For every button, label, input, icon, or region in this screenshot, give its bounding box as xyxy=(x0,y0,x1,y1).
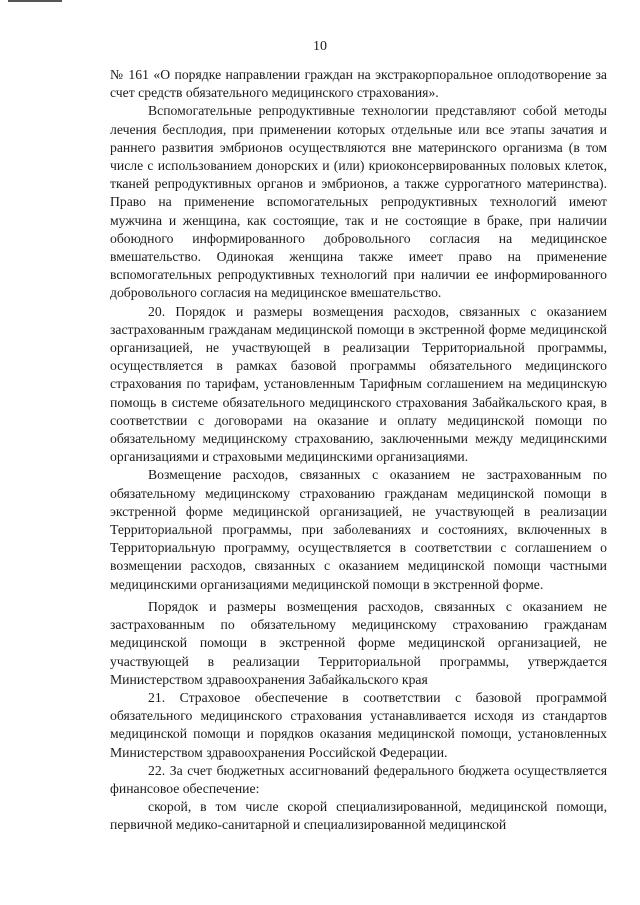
paragraph-reimbursement-procedure: Порядок и размеры возмещения расходов, связанных с оказанием не застрахованным по обязательному медицинскому страхованию гражданам медицинской помощи в экстренной форме медицинской организацией, не участвующей в реализации Территориальной программы, утверждается Министерством здравоохранения Забайкальского края xyxy=(110,598,607,687)
paragraph-uninsured-reimbursement: Возмещение расходов, связанных с оказанием не застрахованным по обязательному медицинскому страхованию гражданам медицинской помощи в экстренной форме медицинской организацией, не участвующей в реализации Территориальной программы, при заболеваниях и состояниях, включенных в Территориальную программу, осуществляется в соответствии с соглашением о возмещении расходов, связанных с оказанием медицинской помощи частными медицинскими организациями медицинской помощи в экстренной форме. xyxy=(110,467,607,592)
paragraph-item-21: 21. Страховое обеспечение в соответствии с базовой программой обязательного медицинского страхования устанавливается исходя из стандартов медицинской помощи и порядков оказания медицинской помощи, установленных Министерством здравоохранения Российской Федерации. xyxy=(110,689,607,760)
paragraph-reproductive-technologies: Вспомогательные репродуктивные технологии представляют собой методы лечения бесплодия, при применении которых отдельные или все этапы зачатия и раннего развития эмбрионов осуществляются вне материнского организма (в том числе с использованием донорских и (или) криоконсервированных половых клеток, тканей репродуктивных органов и эмбрионов, а также суррогатного материнства). Право на применение вспомогательных репродуктивных технологий имеют мужчина и женщина, как состоящие, так и не состоящие в браке, при наличии обоюдного информированного добровольного согласия на медицинское вмешательство. Одинокая женщина также имеет право на применение вспомогательных репродуктивных технологий при наличии ее информированного добровольного согласия на медицинское вмешательство. xyxy=(110,103,607,301)
paragraph-order-reference: № 161 «О порядке направлении граждан на экстракорпоральное оплодотворение за счет средств обязательного медицинского страхования». xyxy=(110,67,607,101)
paragraph-emergency-care: скорой, в том числе скорой специализированной, медицинской помощи, первичной медико-санитарной и специализированной медицинской xyxy=(110,799,607,833)
paragraph-item-20: 20. Порядок и размеры возмещения расходов, связанных с оказанием застрахованным гражданам медицинской помощи в экстренной форме медицинской организацией, не участвующей в реализации Территориальной программы, осуществляется в рамках базовой программы обязательного медицинского страхования по тарифам, установленным Тарифным соглашением на медицинскую помощь в системе обязательного медицинского страхования Забайкальского края, в соответствии с договорами на оказание и оплату медицинской помощи по обязательному медицинскому страхованию, заключенными между медицинскими организациями и страховыми медицинскими организациями. xyxy=(110,303,607,465)
document-body xyxy=(110,66,607,835)
paragraph-item-22: 22. За счет бюджетных ассигнований федерального бюджета осуществляется финансовое обеспечение: xyxy=(110,762,607,796)
top-edge-mark xyxy=(8,0,62,2)
page-number: 10 xyxy=(313,39,327,54)
